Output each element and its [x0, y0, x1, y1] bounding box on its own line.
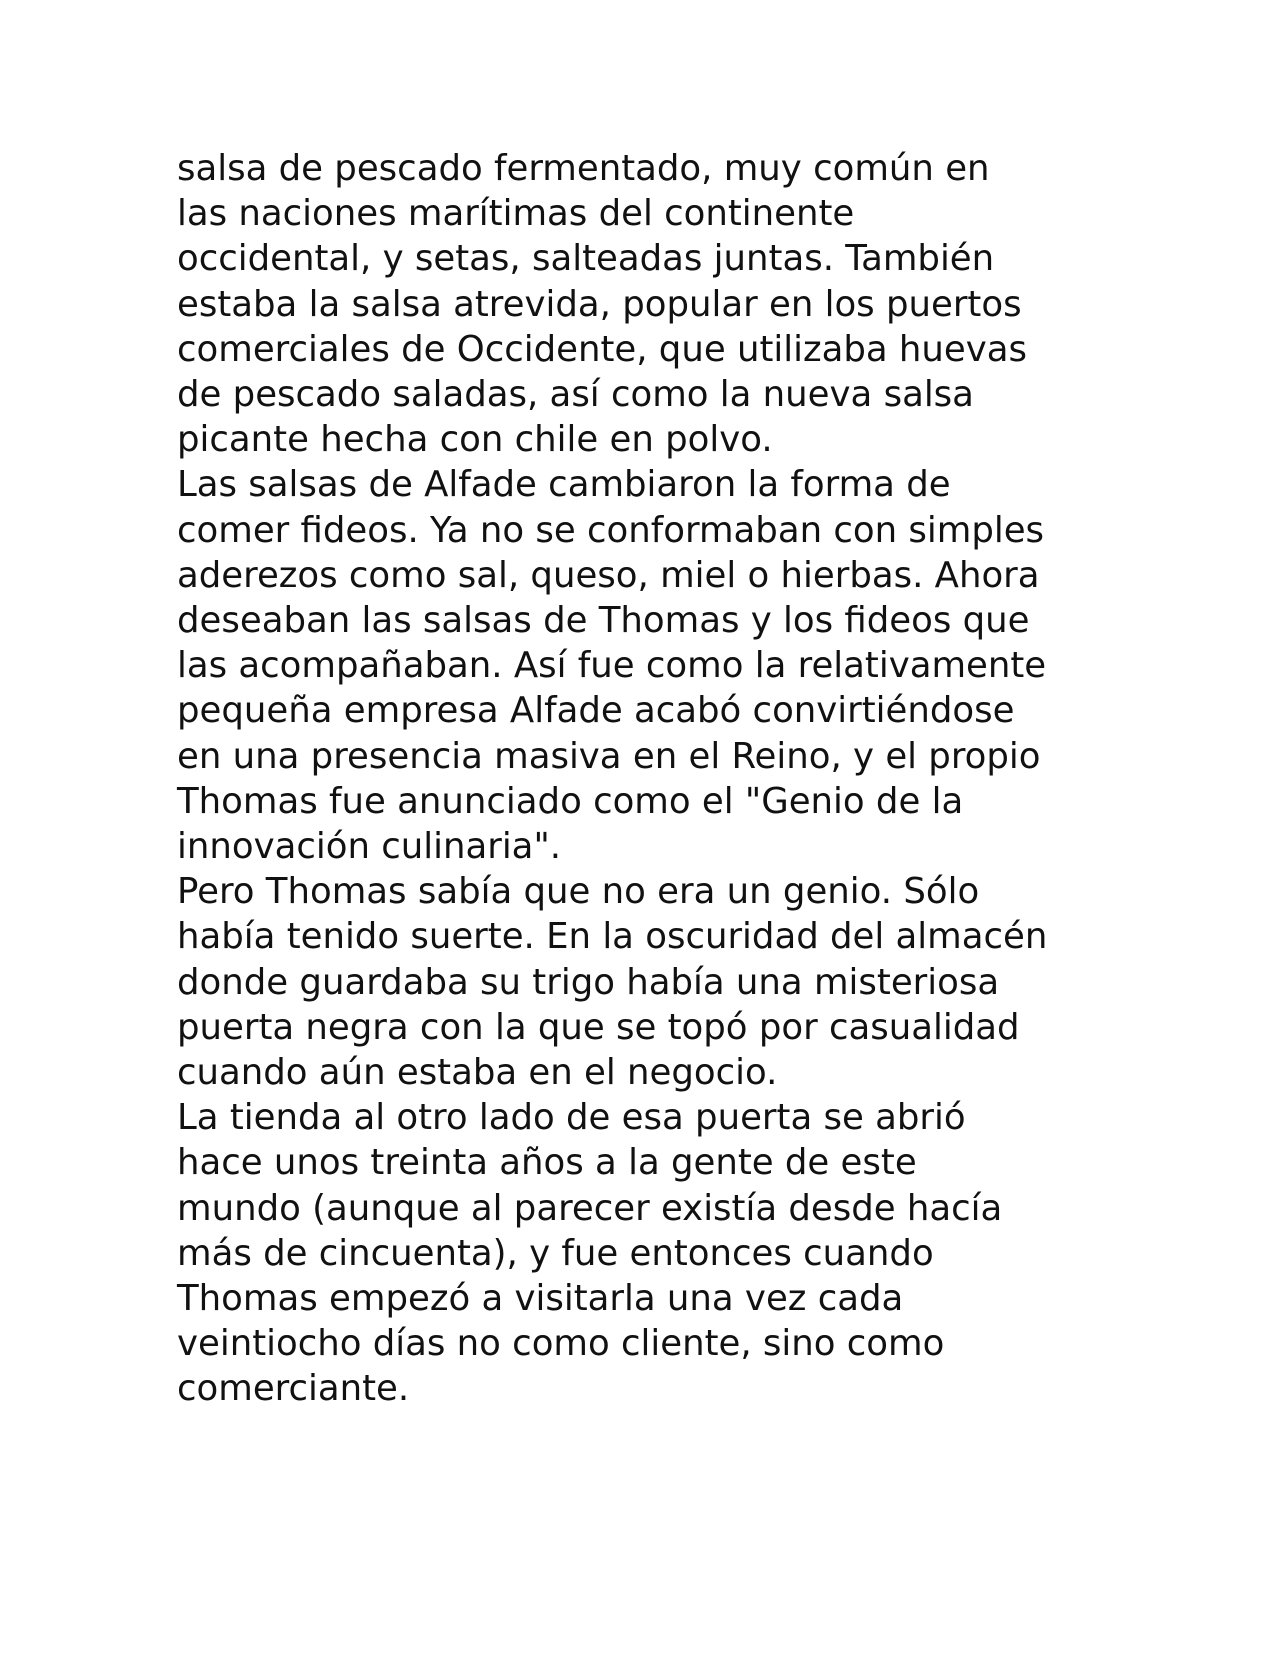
text-line: las acompañaban. Así fue como la relativamente — [177, 645, 1047, 687]
text-line: de pescado saladas, así como la nueva salsa — [177, 374, 974, 416]
text-line: más de cincuenta), y fue entonces cuando — [177, 1232, 934, 1274]
text-line: las naciones marítimas del continente — [177, 193, 855, 235]
text-line: mundo (aunque al parecer existía desde hacía — [177, 1187, 1003, 1229]
text-line: Thomas fue anunciado como el "Genio de la — [177, 780, 964, 822]
text-line: comerciales de Occidente, que utilizaba huevas — [177, 328, 1028, 370]
text-line: comerciante. — [177, 1368, 410, 1410]
text-line: en una presencia masiva en el Reino, y el propio — [177, 735, 1041, 777]
text-line: Thomas empezó a visitarla una vez cada — [177, 1278, 904, 1320]
document-page — [177, 146, 1117, 1412]
text-line: hace unos treinta años a la gente de este — [177, 1142, 917, 1184]
text-line: La tienda al otro lado de esa puerta se abrió — [177, 1097, 966, 1139]
text-line: donde guardaba su trigo había una misteriosa — [177, 961, 1000, 1003]
text-line: aderezos como sal, queso, miel o hierbas. Ahora — [177, 554, 1040, 596]
text-line: picante hecha con chile en polvo. — [177, 419, 773, 461]
text-line: pequeña empresa Alfade acabó convirtiéndose — [177, 690, 1015, 732]
text-line: comer fideos. Ya no se conformaban con simples — [177, 509, 1045, 551]
text-line: Las salsas de Alfade cambiaron la forma de — [177, 464, 951, 506]
text-line: había tenido suerte. En la oscuridad del almacén — [177, 916, 1048, 958]
text-line: veintiocho días no como cliente, sino como — [177, 1323, 945, 1365]
text-line: estaba la salsa atrevida, popular en los puertos — [177, 283, 1022, 325]
text-line: salsa de pescado fermentado, muy común en — [177, 148, 990, 189]
text-line: puerta negra con la que se topó por casualidad — [177, 1006, 1020, 1048]
text-line: Pero Thomas sabía que no era un genio. Sólo — [177, 871, 980, 913]
text-line: deseaban las salsas de Thomas y los fideos que — [177, 600, 1030, 642]
text-line: occidental, y setas, salteadas juntas. También — [177, 238, 995, 280]
text-line: cuando aún estaba en el negocio. — [177, 1052, 778, 1094]
text-line: innovación culinaria". — [177, 826, 562, 868]
